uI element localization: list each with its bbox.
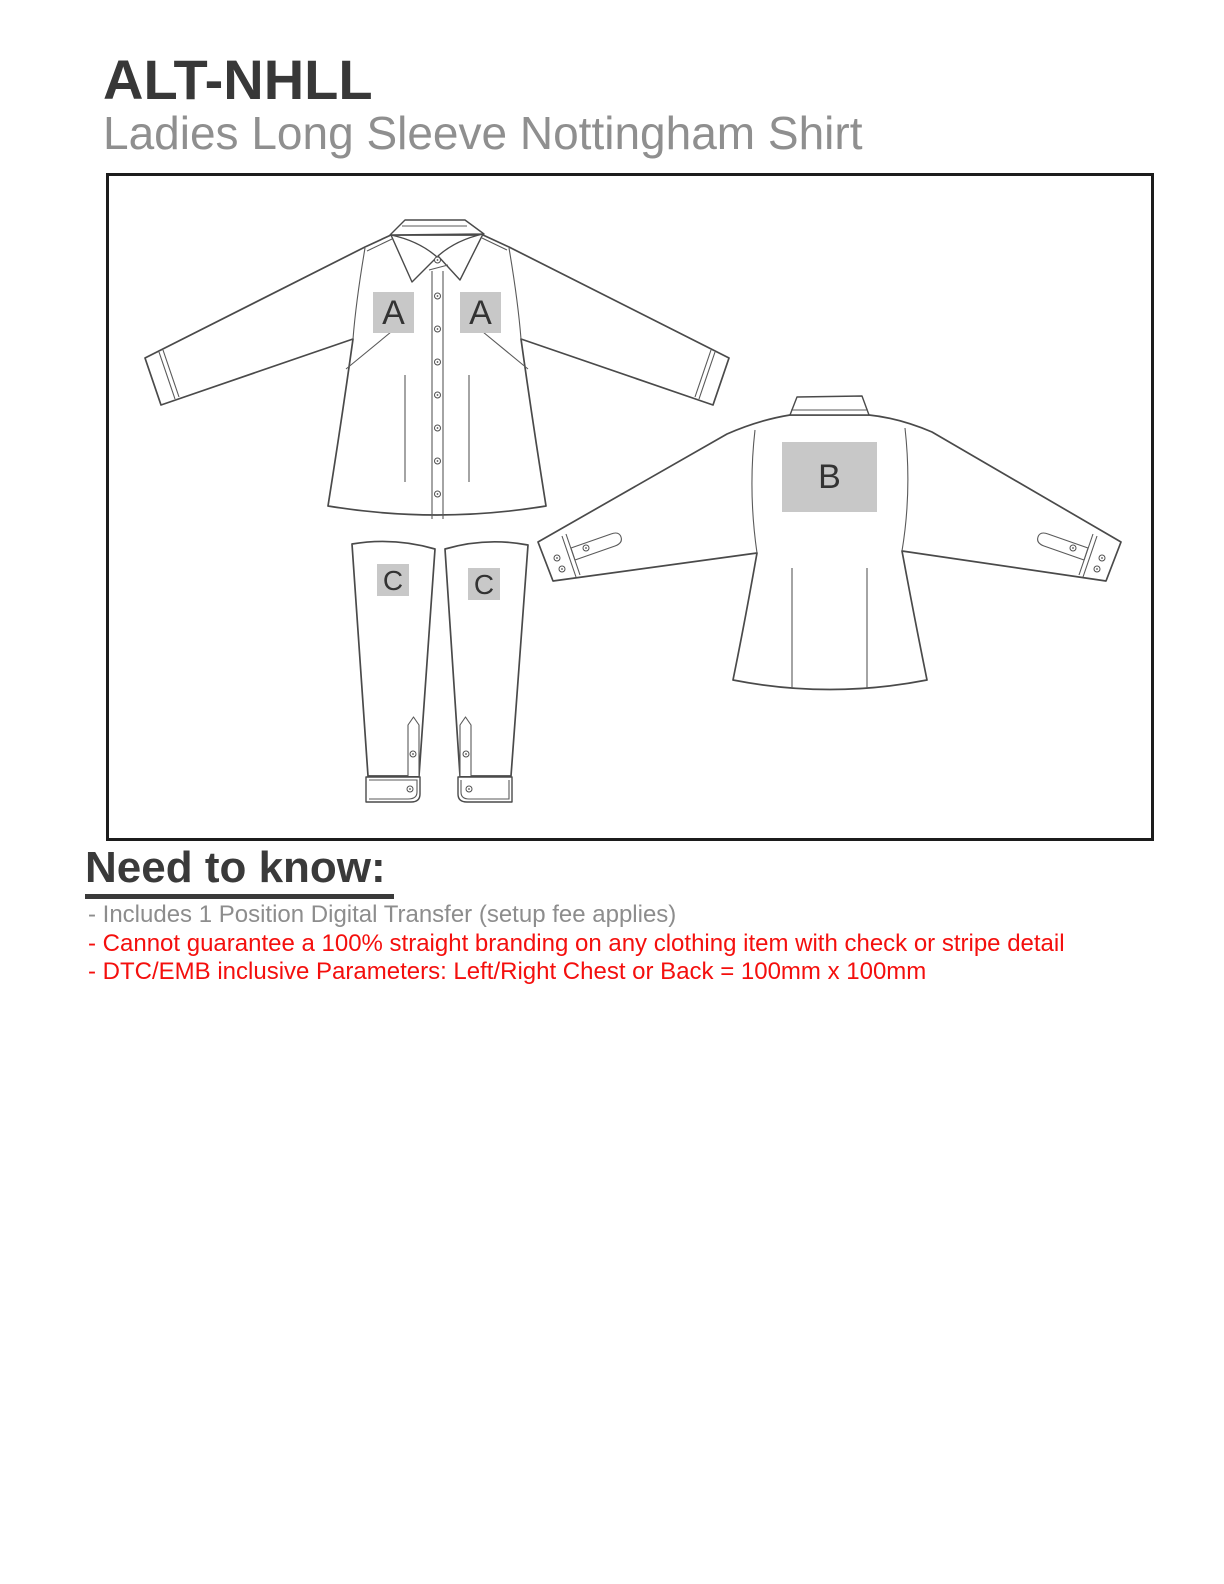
front-body-outline bbox=[145, 235, 729, 515]
sleeve-left-placket bbox=[408, 717, 419, 776]
button-icon bbox=[435, 293, 441, 299]
sleeve-piece-left-drawing bbox=[352, 541, 435, 802]
note-line-branding-warning: - Cannot guarantee a 100% straight branding on any clothing item with check or stripe detail bbox=[88, 929, 1065, 957]
button-icon bbox=[1070, 545, 1076, 551]
button-icon bbox=[435, 425, 441, 431]
garment-diagram-box bbox=[106, 173, 1154, 841]
button-icon bbox=[410, 751, 416, 757]
placement-label-a-left-chest: A bbox=[382, 294, 405, 332]
button-icon bbox=[435, 458, 441, 464]
button-icon bbox=[559, 566, 565, 572]
placement-label-c-left-sleeve: C bbox=[382, 565, 404, 596]
need-to-know-heading: Need to know: bbox=[85, 846, 394, 899]
button-icon bbox=[466, 786, 472, 792]
button-icon bbox=[435, 491, 441, 497]
button-icon bbox=[407, 786, 413, 792]
button-icon bbox=[1099, 555, 1105, 561]
button-icon bbox=[583, 545, 589, 551]
note-line-digital-transfer: - Includes 1 Position Digital Transfer (setup fee applies) bbox=[88, 901, 677, 928]
button-icon bbox=[435, 392, 441, 398]
button-icon bbox=[435, 257, 441, 263]
button-icon bbox=[435, 326, 441, 332]
button-icon bbox=[554, 555, 560, 561]
note-line-parameters: - DTC/EMB inclusive Parameters: Left/Right Chest or Back = 100mm x 100mm bbox=[88, 958, 927, 985]
button-icon bbox=[1094, 566, 1100, 572]
need-to-know-notes bbox=[88, 901, 1065, 987]
button-icon bbox=[463, 751, 469, 757]
front-collar-band bbox=[390, 220, 484, 235]
placement-label-b-back: B bbox=[818, 458, 841, 496]
product-name-subtitle: Ladies Long Sleeve Nottingham Shirt bbox=[103, 107, 863, 159]
button-icon bbox=[435, 359, 441, 365]
front-view-drawing bbox=[145, 220, 729, 519]
sleeve-right-placket bbox=[460, 717, 471, 776]
back-view-drawing bbox=[538, 396, 1121, 690]
garment-diagram bbox=[109, 176, 1151, 838]
placement-label-a-right-chest: A bbox=[469, 294, 492, 332]
sleeve-piece-right-drawing bbox=[445, 542, 528, 802]
back-collar bbox=[790, 396, 869, 415]
product-code-title: ALT-NHLL bbox=[103, 48, 373, 111]
placement-label-c-right-sleeve: C bbox=[473, 569, 495, 600]
